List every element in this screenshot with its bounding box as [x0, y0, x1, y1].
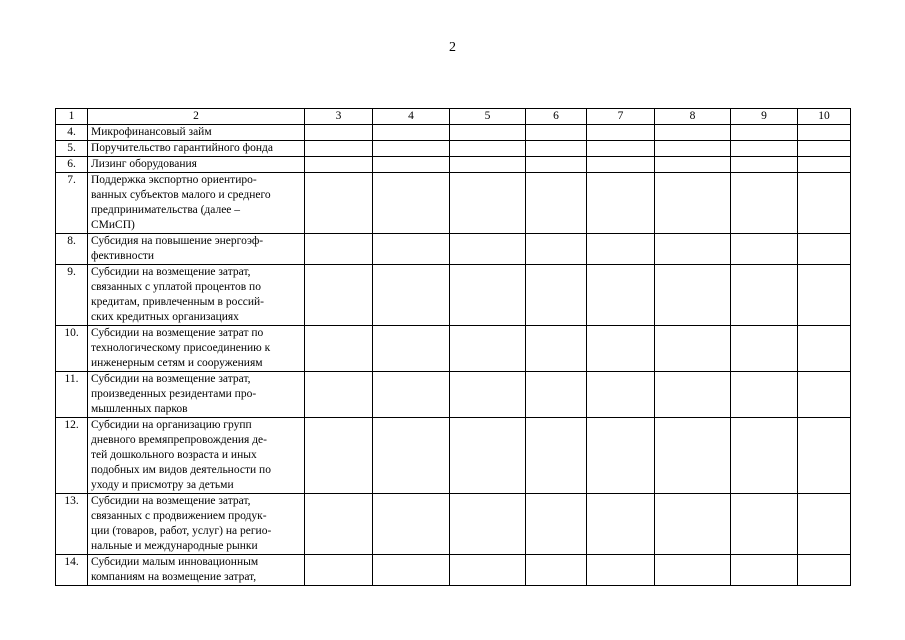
table-row — [56, 173, 851, 234]
empty-cell — [798, 555, 851, 586]
empty-cell — [731, 125, 798, 141]
empty-cell — [450, 173, 526, 234]
empty-cell — [373, 173, 450, 234]
empty-cell — [450, 494, 526, 555]
row-name — [88, 265, 305, 326]
empty-cell — [373, 494, 450, 555]
empty-cell — [450, 372, 526, 418]
empty-cell — [526, 418, 587, 494]
row-number: 9. — [56, 265, 88, 326]
empty-cell — [450, 157, 526, 173]
row-name-line: Субсидии на возмещение затрат, — [91, 495, 251, 507]
row-name — [88, 494, 305, 555]
empty-cell — [731, 494, 798, 555]
empty-cell — [731, 157, 798, 173]
empty-cell — [655, 125, 731, 141]
empty-cell — [655, 418, 731, 494]
row-name-line: Субсидии на организацию групп — [91, 419, 252, 431]
empty-cell — [305, 157, 373, 173]
empty-cell — [526, 494, 587, 555]
table-row — [56, 265, 851, 326]
empty-cell — [526, 125, 587, 141]
row-name-line: ции (товаров, работ, услуг) на регио- — [91, 525, 272, 537]
row-number: 14. — [56, 555, 88, 586]
table-body — [56, 109, 851, 586]
empty-cell — [798, 418, 851, 494]
empty-cell — [450, 265, 526, 326]
empty-cell — [587, 372, 655, 418]
row-name-line: Лизинг оборудования — [91, 158, 197, 170]
column-header-5: 5 — [450, 109, 526, 125]
column-header-10: 10 — [798, 109, 851, 125]
empty-cell — [373, 418, 450, 494]
empty-cell — [731, 326, 798, 372]
empty-cell — [731, 265, 798, 326]
page-number: 2 — [449, 40, 456, 55]
empty-cell — [373, 555, 450, 586]
row-name-line: Субсидии малым инновационным — [91, 556, 259, 568]
empty-cell — [655, 326, 731, 372]
row-name-line: уходу и присмотру за детьми — [91, 479, 234, 491]
empty-cell — [655, 494, 731, 555]
row-name-line: Микрофинансовый займ — [91, 126, 212, 138]
empty-cell — [798, 234, 851, 265]
empty-cell — [798, 326, 851, 372]
empty-cell — [526, 234, 587, 265]
empty-cell — [450, 555, 526, 586]
row-name-line: СМиСП) — [91, 219, 135, 231]
row-number: 10. — [56, 326, 88, 372]
empty-cell — [373, 326, 450, 372]
empty-cell — [450, 326, 526, 372]
column-header-9: 9 — [731, 109, 798, 125]
row-name-line: Субсидии на возмещение затрат, — [91, 373, 251, 385]
empty-cell — [798, 173, 851, 234]
row-name-line: мышленных парков — [91, 403, 188, 415]
row-name — [88, 234, 305, 265]
table-row — [56, 494, 851, 555]
row-name-line: ванных субъектов малого и среднего — [91, 189, 271, 201]
table-row — [56, 141, 851, 157]
column-header-2: 2 — [88, 109, 305, 125]
empty-cell — [587, 234, 655, 265]
table-row — [56, 372, 851, 418]
empty-cell — [655, 555, 731, 586]
row-name — [88, 372, 305, 418]
empty-cell — [798, 372, 851, 418]
table-row — [56, 234, 851, 265]
empty-cell — [373, 372, 450, 418]
empty-cell — [587, 173, 655, 234]
empty-cell — [798, 141, 851, 157]
column-header-4: 4 — [373, 109, 450, 125]
empty-cell — [305, 125, 373, 141]
empty-cell — [587, 141, 655, 157]
row-name-line: предпринимательства (далее – — [91, 204, 241, 216]
row-number: 4. — [56, 125, 88, 141]
row-name-line: кредитам, привлеченным в россий- — [91, 296, 264, 308]
header-row — [56, 109, 851, 125]
row-name-line: Субсидия на повышение энергоэф- — [91, 235, 264, 247]
row-number: 7. — [56, 173, 88, 234]
row-number: 8. — [56, 234, 88, 265]
empty-cell — [305, 234, 373, 265]
row-name-line: связанных с уплатой процентов по — [91, 281, 261, 293]
row-name-line: фективности — [91, 250, 155, 262]
empty-cell — [305, 555, 373, 586]
empty-cell — [587, 265, 655, 326]
empty-cell — [731, 234, 798, 265]
empty-cell — [305, 372, 373, 418]
empty-cell — [655, 141, 731, 157]
empty-cell — [655, 372, 731, 418]
row-name — [88, 555, 305, 586]
row-name — [88, 173, 305, 234]
row-name-line: подобных им видов деятельности по — [91, 464, 271, 476]
empty-cell — [587, 555, 655, 586]
empty-cell — [798, 125, 851, 141]
row-name-line: инженерным сетям и сооружениям — [91, 357, 263, 369]
empty-cell — [731, 173, 798, 234]
empty-cell — [731, 141, 798, 157]
empty-cell — [526, 265, 587, 326]
empty-cell — [587, 494, 655, 555]
empty-cell — [798, 265, 851, 326]
empty-cell — [798, 157, 851, 173]
row-number: 13. — [56, 494, 88, 555]
column-header-8: 8 — [655, 109, 731, 125]
empty-cell — [373, 125, 450, 141]
row-name-line: Субсидии на возмещение затрат по — [91, 327, 264, 339]
empty-cell — [526, 326, 587, 372]
empty-cell — [305, 173, 373, 234]
support-measures-table — [55, 108, 851, 586]
empty-cell — [526, 157, 587, 173]
empty-cell — [450, 234, 526, 265]
row-name-line: произведенных резидентами про- — [91, 388, 257, 400]
row-name-line: Поддержка экспортно ориентиро- — [91, 174, 257, 186]
row-number: 11. — [56, 372, 88, 418]
empty-cell — [526, 173, 587, 234]
empty-cell — [731, 555, 798, 586]
empty-cell — [305, 326, 373, 372]
row-name-line: нальные и международные рынки — [91, 540, 258, 552]
table-row — [56, 326, 851, 372]
row-number: 12. — [56, 418, 88, 494]
row-name — [88, 418, 305, 494]
empty-cell — [655, 173, 731, 234]
empty-cell — [373, 141, 450, 157]
empty-cell — [587, 326, 655, 372]
empty-cell — [450, 125, 526, 141]
empty-cell — [587, 418, 655, 494]
empty-cell — [305, 494, 373, 555]
row-name — [88, 326, 305, 372]
empty-cell — [450, 141, 526, 157]
table-row — [56, 418, 851, 494]
row-name — [88, 157, 305, 173]
row-name-line: связанных с продвижением продук- — [91, 510, 267, 522]
row-number: 6. — [56, 157, 88, 173]
empty-cell — [587, 157, 655, 173]
empty-cell — [305, 141, 373, 157]
empty-cell — [526, 141, 587, 157]
empty-cell — [373, 265, 450, 326]
row-name-line: компаниям на возмещение затрат, — [91, 571, 257, 583]
empty-cell — [655, 234, 731, 265]
column-header-7: 7 — [587, 109, 655, 125]
empty-cell — [305, 265, 373, 326]
row-name-line: технологическому присоединению к — [91, 342, 271, 354]
row-name-line: тей дошкольного возраста и иных — [91, 449, 257, 461]
row-name — [88, 125, 305, 141]
column-header-1: 1 — [56, 109, 88, 125]
table-row — [56, 157, 851, 173]
empty-cell — [731, 418, 798, 494]
empty-cell — [731, 372, 798, 418]
empty-cell — [526, 555, 587, 586]
row-name — [88, 141, 305, 157]
empty-cell — [587, 125, 655, 141]
column-header-6: 6 — [526, 109, 587, 125]
table-row — [56, 125, 851, 141]
empty-cell — [373, 157, 450, 173]
row-name-line: ских кредитных организациях — [91, 311, 239, 323]
table-row — [56, 555, 851, 586]
empty-cell — [305, 418, 373, 494]
empty-cell — [526, 372, 587, 418]
row-name-line: Субсидии на возмещение затрат, — [91, 266, 251, 278]
row-number: 5. — [56, 141, 88, 157]
empty-cell — [798, 494, 851, 555]
empty-cell — [450, 418, 526, 494]
column-header-3: 3 — [305, 109, 373, 125]
empty-cell — [373, 234, 450, 265]
row-name-line: дневного времяпрепровождения де- — [91, 434, 267, 446]
empty-cell — [655, 265, 731, 326]
row-name-line: Поручительство гарантийного фонда — [91, 142, 273, 154]
empty-cell — [655, 157, 731, 173]
